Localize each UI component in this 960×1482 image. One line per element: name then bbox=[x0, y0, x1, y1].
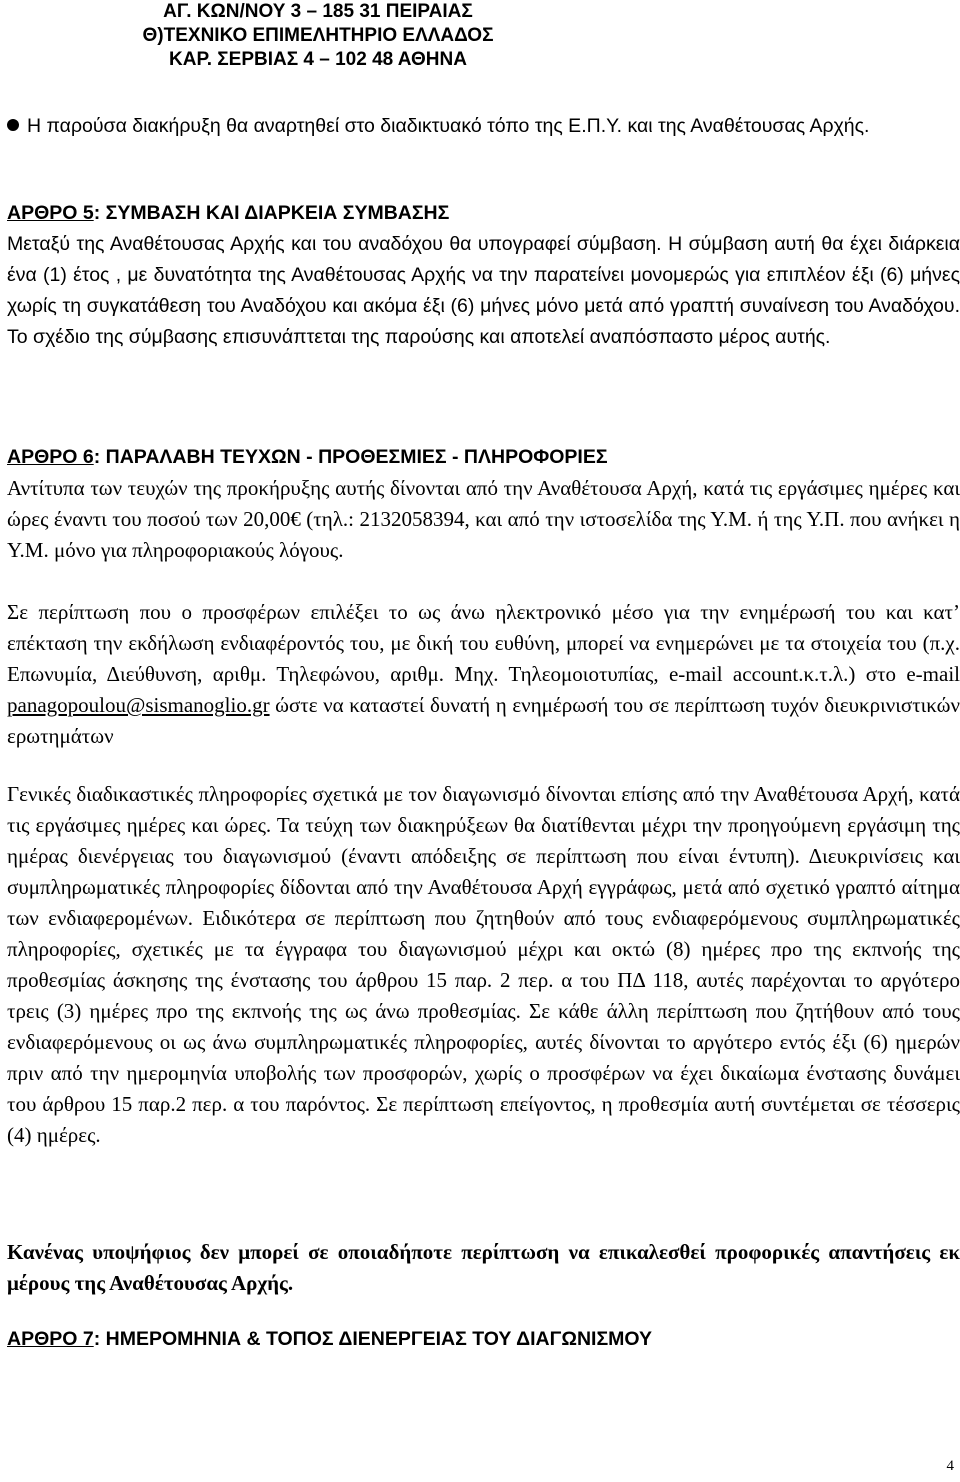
article-6-paragraph-2-start: Σε περίπτωση που ο προσφέρων επιλέξει το ως άνω ηλεκτρονικό μέσο για την ενημέρωσή του και κατ’ επέκταση την εκδήλωση ενδιαφέροντός του, με δική του ευθύνη, μπορεί να ενημερώνει με τα στοιχεία του (π.χ. Επωνυμία, Διεύθυνση, αριθμ. Τηλεφώνου, αριθμ. Μηχ. Τηλεομοιοτυπίας, e-mail account.κ.τ.λ.) στο e-mail bbox=[7, 600, 960, 686]
publication-notice bbox=[7, 111, 907, 142]
article-6-bold-note: Κανένας υποψήφιος δεν μπορεί σε οποιαδήποτε περίπτωση να επικαλεσθεί προφορικές απαντήσεις εκ μέρους της Αναθέτουσας Αρχής. bbox=[7, 1240, 960, 1295]
article-6-paragraph-2-end: ώστε να καταστεί δυνατή η ενημέρωσή του σε περίπτωση τυχόν διευκρινιστικών ερωτημάτων bbox=[7, 693, 960, 748]
letterhead-line-1: ΑΓ. ΚΩΝ/ΝΟΥ 3 – 185 31 ΠΕΙΡΑΙΑΣ bbox=[163, 1, 473, 22]
contact-email-link[interactable]: panagopoulou@sismanoglio.gr bbox=[7, 693, 270, 717]
article-7-title: : ΗΜΕΡΟΜΗΝΙΑ & ΤΟΠΟΣ ΔΙΕΝΕΡΓΕΙΑΣ ΤΟΥ ΔΙΑΓΩΝΙΣΜΟΥ bbox=[93, 1328, 653, 1350]
page-number: 4 bbox=[946, 1458, 954, 1474]
article-5-title: : ΣΥΜΒΑΣΗ ΚΑΙ ΔΙΑΡΚΕΙΑ ΣΥΜΒΑΣΗΣ bbox=[93, 202, 450, 224]
article-6-label: ΑΡΘΡΟ 6 bbox=[7, 446, 94, 468]
article-5-body: Μεταξύ της Αναθέτουσας Αρχής και του αναδόχου θα υπογραφεί σύμβαση. Η σύμβαση αυτή θα έχει διάρκεια ένα (1) έτος , με δυνατότητα της Αναθέτουσας Αρχής να την παρατείνει μονομερώς για επιπλέον έξι (6) μήνες χωρίς τη συγκατάθεση του Αναδόχου και ακόμα έξι (6) μήνες μόνο μετά από γραπτή συναίνεση του Αναδόχου. Το σχέδιο της σύμβασης επισυνάπτεται της παρούσης και αποτελεί αναπόσπαστο μέρος αυτής. bbox=[7, 233, 960, 348]
article-7-heading bbox=[7, 1324, 960, 1355]
letterhead-line-2: Θ)ΤΕΧΝΙΚΟ ΕΠΙΜΕΛΗΤΗΡΙΟ ΕΛΛΑΔΟΣ bbox=[142, 25, 494, 46]
article-6-heading bbox=[7, 442, 960, 473]
letterhead-line-3: ΚΑΡ. ΣΕΡΒΙΑΣ 4 – 102 48 ΑΘΗΝΑ bbox=[169, 49, 467, 70]
article-7-label: ΑΡΘΡΟ 7 bbox=[7, 1328, 94, 1350]
letterhead bbox=[88, 0, 548, 72]
bullet-icon bbox=[7, 119, 19, 131]
article-6-paragraph-2 bbox=[7, 597, 960, 752]
publication-notice-text: Η παρούσα διακήρυξη θα αναρτηθεί στο διαδικτυακό τόπο της Ε.Π.Υ. και της Αναθέτουσας Αρχής. bbox=[27, 115, 870, 137]
article-6-paragraph-3: Γενικές διαδικαστικές πληροφορίες σχετικά με τον διαγωνισμό δίνονται επίσης από την Αναθέτουσα Αρχή, κατά τις εργάσιμες ημέρες και ώρες. Τα τεύχη των διακηρύξεων θα διατίθενται μέχρι την προηγούμενη εργάσιμη της ημέρας διενέργειας του διαγωνισμού (έναντι απόδειξης σε περίπτωση που είναι έντυπη). Διευκρινίσεις και συμπληρωματικές πληροφορίες δίδονται από την Αναθέτουσα Αρχή εγγράφως, μετά από σχετικό γραπτό αίτημα των ενδιαφερομένων. Ειδικότερα σε περίπτωση που ζητηθούν από τους ενδιαφερόμενους συμπληρωματικές πληροφορίες, σχετικές με τα έγγραφα του διαγωνισμού μέχρι και οκτώ (8) ημέρες προ της εκπνοής της προθεσμίας άσκησης της ένστασης του άρθρου 15 παρ. 2 περ. α του ΠΔ 118, αυτές παρέχονται το αργότερο τρεις (3) ημέρες προ της εκπνοής της ως άνω προθεσμίας. Σε κάθε άλλη περίπτωση που ζητήθουν από τους ενδιαφερόμενους οι ως άνω συμπληρωματικές πληροφορίες, αυτές δίνονται το αργότερο εντός έξι (6) ημερών πριν από την ημερομηνία υποβολής των προσφορών, χωρίς ο προσφέρων να έχει δικαίωμα ένστασης δυνάμει του άρθρου 15 παρ.2 περ. α του παρόντος. Σε περίπτωση επείγοντος, η προθεσμία αυτή συντέμεται σε τέσσερις (4) ημέρες. bbox=[7, 782, 960, 1147]
article-6-title: : ΠΑΡΑΛΑΒΗ ΤΕΥΧΩΝ - ΠΡΟΘΕΣΜΙΕΣ - ΠΛΗΡΟΦΟΡΙΕΣ bbox=[93, 446, 608, 468]
article-5-heading bbox=[7, 198, 960, 229]
article-5-label: ΑΡΘΡΟ 5 bbox=[7, 202, 94, 224]
article-6-paragraph-1: Αντίτυπα των τευχών της προκήρυξης αυτής δίνονται από την Αναθέτουσα Αρχή, κατά τις εργάσιμες ημέρες και ώρες έναντι του ποσού των 20,00€ (τηλ.: 2132058394, και από την ιστοσελίδα της Υ.Μ. ή της Υ.Π. που ανήκει η Υ.Μ. μόνο για πληροφοριακούς λόγους. bbox=[7, 476, 960, 562]
